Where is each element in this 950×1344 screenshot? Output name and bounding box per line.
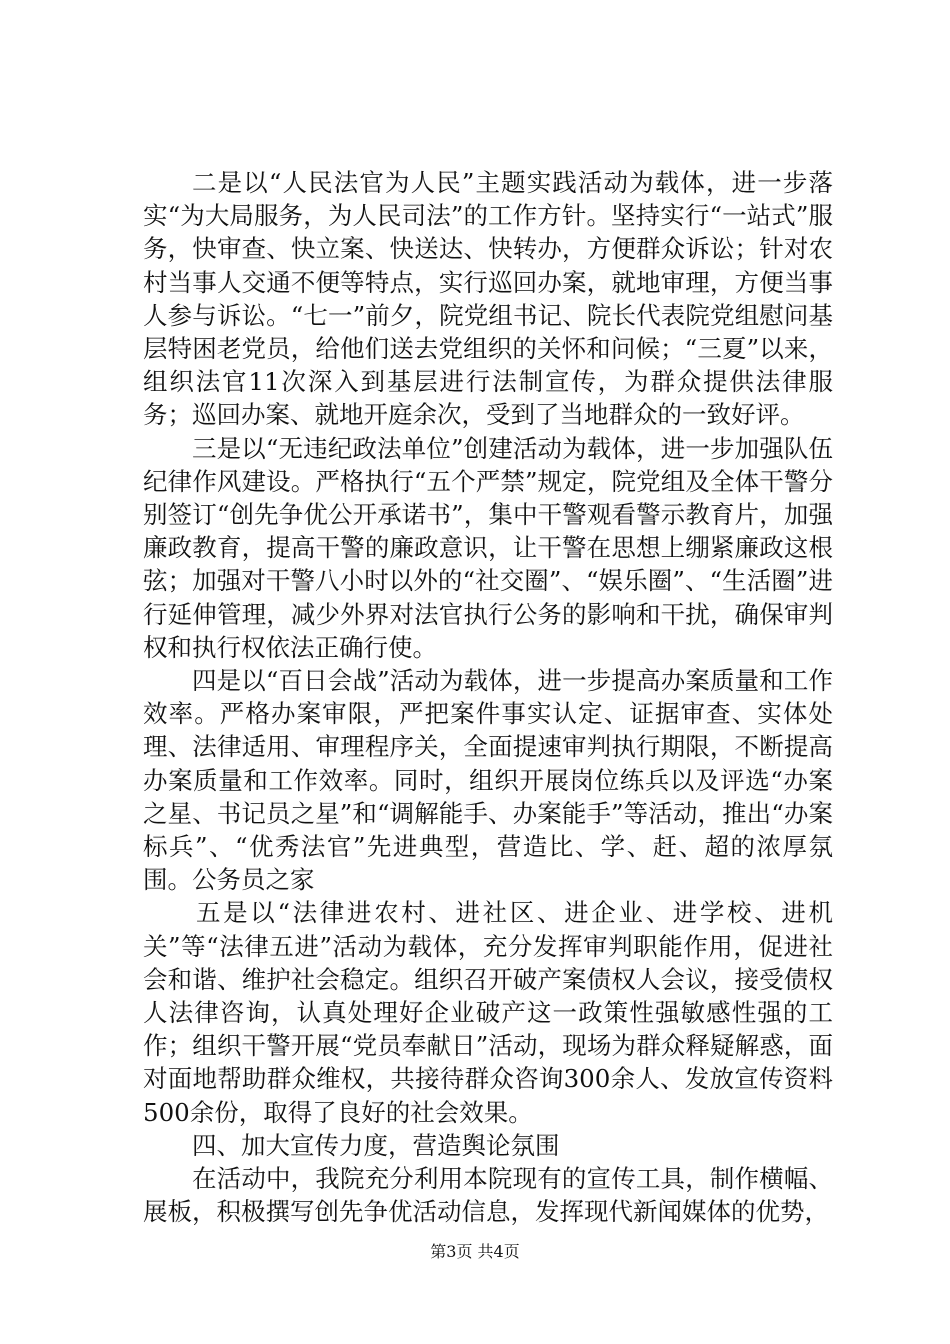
paragraph-publicity: 在活动中，我院充分利用本院现有的宣传工具，制作横幅、展板，积极撰写创先争优活动信息，发挥现代新闻媒体的优势，: [143, 1164, 833, 1227]
document-body: [143, 166, 833, 1229]
paragraph-four: 四是以“百日会战”活动为载体，进一步提高办案质量和工作效率。严格办案审限，严把案件事实认定、证据审查、实体处理、法律适用、审理程序关，全面提速审判执行期限，不断提高办案质量和工作效率。同时，组织开展岗位练兵以及评选“办案之星、书记员之星”和“调解能手、办案能手”等活动，推出“办案标兵”、“优秀法官”先进典型，营造比、学、赶、超的浓厚氛围。公务员之家: [143, 666, 833, 895]
page-number-footer: 第3页 共4页: [430, 1242, 520, 1261]
paragraph-five: 五是以“法律进农村、进社区、进企业、进学校、进机关”等“法律五进”活动为载体，充分发挥审判职能作用，促进社会和谐、维护社会稳定。组织召开破产案债权人会议，接受债权人法律咨询，认真处理好企业破产这一政策性强敏感性强的工作；组织干警开展“党员奉献日”活动，现场为群众释疑解惑，面对面地帮助群众维权，共接待群众咨询300余人、发放宣传资料500余份，取得了良好的社会效果。: [143, 898, 833, 1127]
section-heading: 四、加大宣传力度，营造舆论氛围: [192, 1130, 560, 1160]
paragraph-three: 三是以“无违纪政法单位”创建活动为载体，进一步加强队伍纪律作风建设。严格执行“五个严禁”规定，院党组及全体干警分别签订“创先争优公开承诺书”，集中干警观看警示教育片，加强廉政教育，提高干警的廉政意识，让干警在思想上绷紧廉政这根弦；加强对干警八小时以外的“社交圈”、“娱乐圈”、“生活圈”进行延伸管理，减少外界对法官执行公务的影响和干扰，确保审判权和执行权依法正确行使。: [143, 433, 833, 662]
paragraph-two: 二是以“人民法官为人民”主题实践活动为载体，进一步落实“为大局服务，为人民司法”的工作方针。坚持实行“一站式”服务，快审查、快立案、快送达、快转办，方便群众诉讼；针对农村当事人交通不便等特点，实行巡回办案，就地审理，方便当事人参与诉讼。“七一”前夕，院党组书记、院长代表院党组慰问基层特困老党员，给他们送去党组织的关怀和问候；“三夏”以来，组织法官11次深入到基层进行法制宣传，为群众提供法律服务；巡回办案、就地开庭余次，受到了当地群众的一致好评。: [143, 168, 833, 430]
